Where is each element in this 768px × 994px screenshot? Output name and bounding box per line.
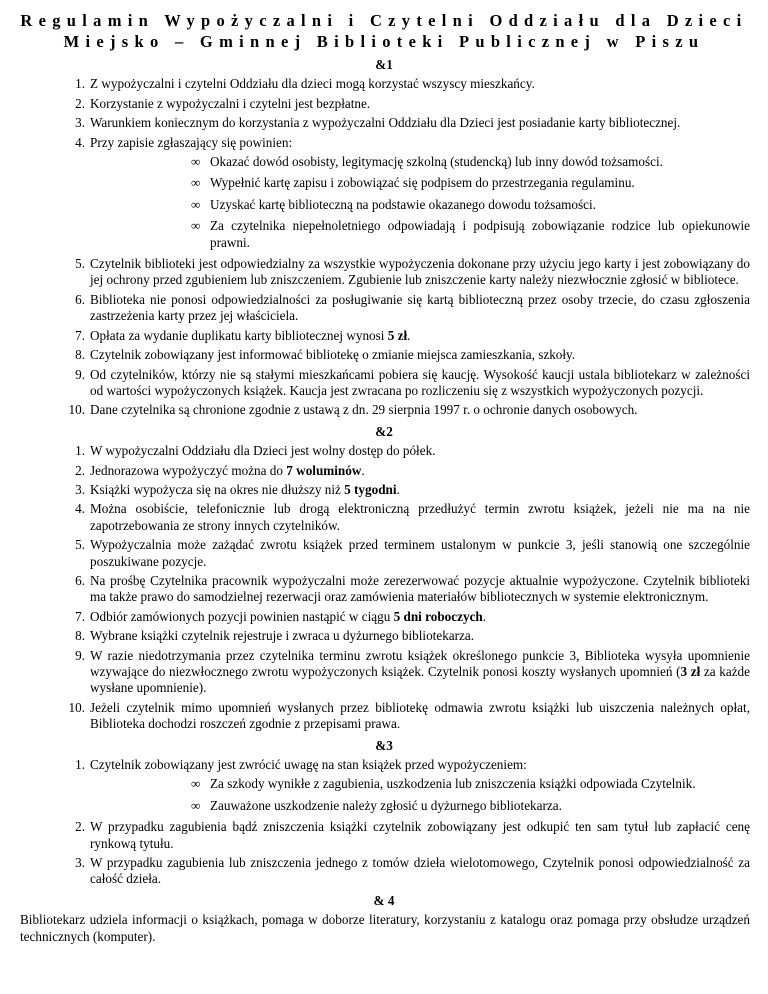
- list-item: [18, 537, 750, 570]
- item-text: Korzystanie z wypożyczalni i czytelni jest bezpłatne.: [90, 95, 371, 111]
- list-item: [18, 648, 750, 697]
- item-number: 8.: [75, 347, 85, 363]
- item-text-end: .: [482, 608, 487, 624]
- sub-list-item: [90, 154, 750, 170]
- list-item: [18, 819, 750, 852]
- infinity-bullet-icon: ∞: [191, 175, 201, 191]
- item-text: Przy zapisie zgłaszający się powinien:: [90, 134, 293, 150]
- section-4-heading: & 4: [373, 892, 395, 908]
- item-number: 6.: [75, 572, 85, 588]
- list-item: [18, 328, 750, 344]
- sub-list: [90, 154, 750, 251]
- item-number: 9.: [75, 647, 85, 663]
- item-text: Książki wypożycza się na okres nie dłuższy niż: [90, 481, 345, 497]
- item-text-end: za każde wysłane upomnienie).: [90, 664, 750, 696]
- item-text: W razie niedotrzymania przez czytelnika terminu zwrotu książek określonego punkcie 3, Biblioteka wysyła upomnienie wzywające do niezwłocznego zwrotu wypożyczonych książek. Czytelnik ponosi koszty wysłanych upomnień (: [90, 647, 750, 679]
- sub-item-text: Zauważone uszkodzenie należy zgłosić u dyżurnego bibliotekarza.: [210, 797, 562, 813]
- list-item: [18, 700, 750, 733]
- list-item: [18, 757, 750, 814]
- item-text: Z wypożyczalni i czytelni Oddziału dla dzieci mogą korzystać wszyscy mieszkańcy.: [90, 76, 535, 92]
- infinity-bullet-icon: ∞: [191, 797, 201, 813]
- item-text: W przypadku zagubienia bądź zniszczenia książki czytelnik zobowiązany jest odkupić ten sam tytuł lub zapłacić cenę rynkową tytułu.: [90, 819, 750, 851]
- item-text: Jednorazowa wypożyczyć można do: [90, 462, 287, 478]
- list-item: [18, 115, 750, 131]
- item-emphasis: 5 dni roboczych: [393, 608, 483, 624]
- item-number: 2.: [75, 462, 85, 478]
- item-number: 8.: [75, 628, 85, 644]
- sub-list-item: [90, 197, 750, 213]
- item-number: 3.: [75, 481, 85, 497]
- item-number: 3.: [75, 115, 85, 131]
- list-item: [18, 573, 750, 606]
- item-text-end: .: [361, 462, 365, 478]
- item-text: W wypożyczalni Oddziału dla Dzieci jest wolny dostęp do półek.: [90, 443, 436, 459]
- item-number: 5.: [75, 256, 85, 272]
- sub-list: [90, 776, 750, 814]
- section-3-heading: &3: [375, 737, 393, 753]
- section-1-heading: &1: [375, 57, 393, 72]
- item-number: 7.: [75, 608, 85, 624]
- sub-list-item: [90, 776, 750, 792]
- infinity-bullet-icon: ∞: [191, 218, 201, 234]
- item-text-end: .: [407, 327, 411, 343]
- sub-item-text: Za czytelnika niepełnoletniego odpowiadają i podpisują zobowiązanie rodzice lub opiekunowie prawni.: [210, 218, 750, 250]
- item-number: 7.: [75, 327, 85, 343]
- item-number: 4.: [75, 134, 85, 150]
- item-text: Opłata za wydanie duplikatu karty bibliotecznej wynosi: [90, 327, 388, 343]
- item-text: Biblioteka nie ponosi odpowiedzialności za posługiwanie się kartą biblioteczną przez osoby trzecie, do czasu zgłoszenia zastrzeżenia karty przez jej właściciela.: [90, 291, 750, 324]
- section-4-paragraph: Bibliotekarz udziela informacji o książkach, pomaga w doborze literatury, korzystaniu z katalogu oraz pomaga przy obsłudze urządzeń technicznych (komputer).: [20, 912, 750, 944]
- section-3-list: [18, 757, 750, 888]
- item-text: W przypadku zagubienia lub zniszczenia jednego z tomów dzieła wielotomowego, Czytelnik ponosi odpowiedzialność za całość dzieła.: [90, 855, 750, 887]
- item-number: 9.: [75, 366, 85, 382]
- sub-list-item: [90, 798, 750, 814]
- list-item: [18, 402, 750, 418]
- item-number: 3.: [75, 855, 85, 871]
- item-emphasis: 3 zł: [680, 664, 701, 679]
- item-number: 6.: [75, 291, 85, 307]
- item-number: 1.: [75, 757, 85, 773]
- list-item: [18, 501, 750, 534]
- list-item: [18, 96, 750, 112]
- item-text: Czytelnik zobowiązany jest zwrócić uwagę na stan książek przed wypożyczeniem:: [90, 757, 527, 773]
- sub-item-text: Wypełnić kartę zapisu i zobowiązać się podpisem do przestrzegania regulaminu.: [210, 175, 635, 191]
- sub-item-text: Okazać dowód osobisty, legitymację szkolną (studencką) lub inny dowód tożsamości.: [210, 154, 663, 170]
- item-emphasis: 5 zł: [387, 327, 408, 343]
- item-text: Wypożyczalnia może zażądać zwrotu książek przed terminem ustalonym w punkcie 3, jeśli stanowią one szczególnie poszukiwane pozycje.: [90, 537, 750, 569]
- list-item: [18, 855, 750, 888]
- sub-list-item: [90, 218, 750, 251]
- infinity-bullet-icon: ∞: [191, 154, 201, 170]
- item-text: Warunkiem koniecznym do korzystania z wypożyczalni Oddziału dla Dzieci jest posiadanie karty bibliotecznej.: [90, 115, 681, 131]
- item-number: 1.: [75, 76, 85, 92]
- item-number: 5.: [75, 537, 85, 553]
- list-item: [18, 347, 750, 363]
- infinity-bullet-icon: ∞: [191, 776, 201, 792]
- item-text: Na prośbę Czytelnika pracownik wypożyczalni może zerezerwować pozycje aktualnie wypożyczone. Czytelnik biblioteki ma także prawo do samodzielnej rezerwacji oraz zamówienia materiałów bibliotecznych w systemie elektronicznym.: [90, 572, 750, 605]
- item-text-end: .: [396, 481, 400, 497]
- item-text: Wybrane książki czytelnik rejestruje i zwraca u dyżurnego bibliotekarza.: [90, 628, 475, 644]
- sub-item-text: Za szkody wynikłe z zagubienia, uszkodzenia lub zniszczenia książki odpowiada Czytelnik.: [210, 776, 696, 792]
- list-item: [18, 292, 750, 325]
- item-number: 2.: [75, 95, 85, 111]
- item-text: Od czytelników, którzy nie są stałymi mieszkańcami pobiera się kaucję. Wysokość kaucji ustala bibliotekarz w zależności od wartości wypożyczonych książek. Kaucja jest zwracana po rozliczeniu się z wszystkich wypożyczonych pozycji.: [90, 366, 750, 398]
- document-title-line2: Miejsko – Gminnej Biblioteki Publicznej w Piszu: [63, 32, 705, 51]
- sub-item-text: Uzyskać kartę biblioteczną na podstawie okazanego dowodu tożsamości.: [210, 196, 596, 212]
- infinity-bullet-icon: ∞: [191, 196, 201, 212]
- item-text: Można osobiście, telefonicznie lub drogą elektroniczną przedłużyć termin zwrotu książek, jeżeli nie ma na nie zapotrzebowania ze strony innych czytelników.: [90, 501, 750, 533]
- section-2-list: [18, 443, 750, 733]
- item-emphasis: 5 tygodni: [344, 481, 397, 497]
- item-text: Czytelnik zobowiązany jest informować bibliotekę o zmianie miejsca zamieszkania, szkoły.: [90, 347, 576, 363]
- item-number: 2.: [75, 819, 85, 835]
- item-text: Jeżeli czytelnik mimo upomnień wysłanych przez bibliotekę odmawia zwrotu książki lub uiszczenia należnych opłat, Biblioteka dochodzi roszczeń zgodnie z przepisami prawa.: [90, 699, 750, 732]
- document-title-line1: Regulamin Wypożyczalni i Czytelni Oddziału dla Dzieci: [20, 11, 748, 30]
- list-item: [18, 76, 750, 92]
- item-number: 10.: [68, 699, 85, 715]
- list-item: [18, 256, 750, 289]
- sub-list-item: [90, 175, 750, 191]
- list-item: [18, 135, 750, 251]
- list-item: [18, 463, 750, 479]
- list-item: [18, 609, 750, 625]
- item-number: 10.: [68, 402, 85, 418]
- item-number: 4.: [75, 501, 85, 517]
- item-emphasis: 7 woluminów: [286, 462, 362, 478]
- section-2-heading: &2: [375, 423, 393, 439]
- item-text: Odbiór zamówionych pozycji powinien nastąpić w ciągu: [90, 608, 394, 624]
- list-item: [18, 367, 750, 400]
- item-number: 1.: [75, 443, 85, 459]
- list-item: [18, 482, 750, 498]
- item-text: Czytelnik biblioteki jest odpowiedzialny za wszystkie wypożyczenia dokonane przy użyciu jego karty i jest zobowiązany do jej ochrony przed zgubieniem lub zniszczeniem. Zgubienie lub zniszczenie karty należy niezwłocznie zgłosić w bibliotece.: [90, 256, 750, 288]
- item-text: Dane czytelnika są chronione zgodnie z ustawą z dn. 29 sierpnia 1997 r. o ochronie danych osobowych.: [90, 402, 638, 418]
- list-item: [18, 443, 750, 459]
- list-item: [18, 628, 750, 644]
- section-1-list: [18, 76, 750, 418]
